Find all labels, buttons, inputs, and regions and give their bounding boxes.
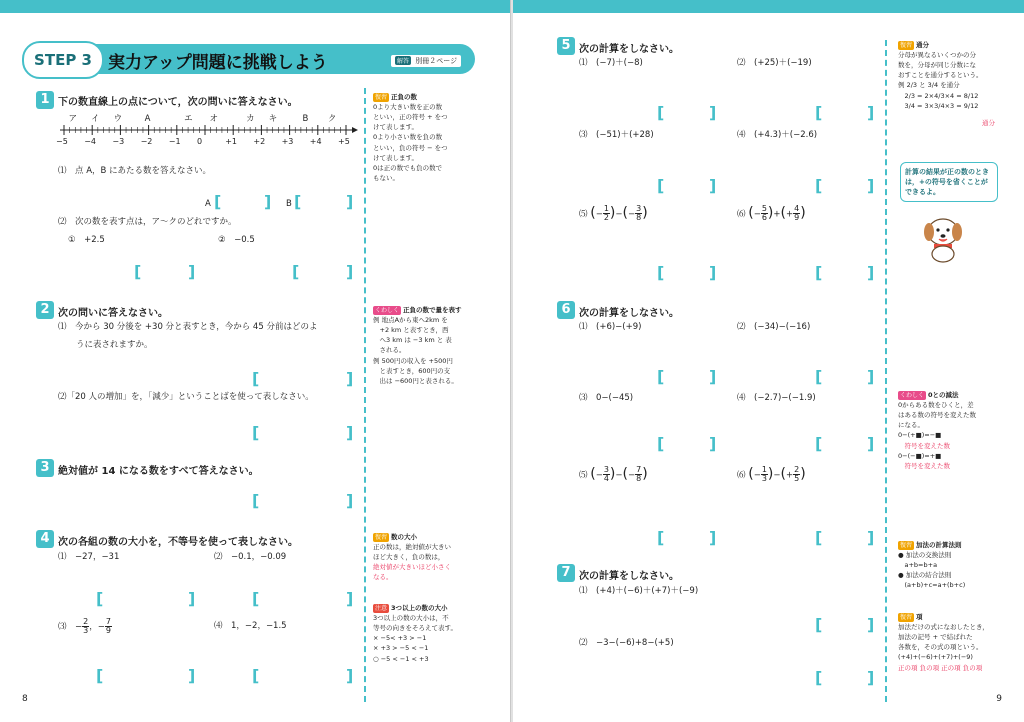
note-line: ほど大きく，負の数は， [373,553,445,562]
q4-part3-prefix: ⑶ − [58,622,83,632]
answer-bracket-close: ] [709,528,717,547]
open-paren: ( [748,466,754,482]
answer-bracket-open[interactable]: [ [292,262,300,281]
open-paren: ( [748,205,754,221]
q1-part2-a: ① +2.5 [68,235,105,245]
tick-label: +3 [281,137,294,146]
open-paren: ( [590,205,596,221]
note-line: 符号を変えた数 [898,461,950,470]
note-line: 3/4 = 3×3/4×3 = 9/12 [898,101,979,110]
answer-bracket-close: ] [346,192,354,211]
note-header [373,532,473,542]
speech-bubble: 計算の結果が正の数のときは，+の符号を省くことができるよ。 [900,162,998,202]
point-label: ウ [113,114,123,124]
fraction [603,466,610,483]
answer-bracket-close: ] [867,263,875,282]
answer-bracket-close: ] [709,176,717,195]
separator: ，− [89,622,105,632]
answer-bracket-close: ] [867,668,875,687]
note-tag: くわしく [375,307,400,314]
note-line: 例 2/3 と 3/4 を通分 [898,81,960,90]
point-label: ク [327,114,337,124]
close-paren: ) [800,466,806,482]
sidebar-note-magnitude [373,532,473,583]
point-label: A [144,114,151,124]
note-line: ● 加法の交換法則 [898,551,952,560]
sidebar-note-addition-laws [898,540,1006,591]
top-bar [0,0,511,13]
note-tag: 復習 [375,534,388,541]
numerator: 1 [603,204,609,214]
q4-part4: ⑷ 1，−2，−1.5 [214,621,287,631]
answer-bracket-open[interactable]: [ [815,615,823,634]
point-label: エ [184,114,193,124]
sign: − [627,470,636,481]
label-b: B [286,199,292,209]
answer-bracket-open[interactable]: [ [815,434,823,453]
fraction [761,205,768,222]
answer-bracket-open[interactable]: [ [252,589,260,608]
denominator: 9 [794,213,800,223]
open-paren: ( [590,466,596,482]
q1-part2-b: ② −0.5 [218,235,255,245]
point-label: ア [68,114,77,124]
note-title: 項 [916,613,923,621]
close-paren: ) [609,205,616,221]
question-number-5: 5 [557,37,575,55]
page-number-right: 9 [996,694,1002,704]
answer-bracket-close: ] [709,103,717,122]
open-paren: ( [622,466,628,482]
fraction [603,205,610,222]
numerator: 2 [794,465,800,475]
note-header [373,92,473,102]
q4-part3 [58,618,112,635]
question-number-6: 6 [557,301,575,319]
answer-bracket-close: ] [346,589,354,608]
answer-bracket-close: ] [867,176,875,195]
note-line: 加法の記号 + で結ばれた [898,633,973,642]
note-header [373,305,473,315]
question-title-4: 次の各組の数の大小を，不等号を使って表しなさい。 [58,537,298,548]
label-a: A [205,199,211,209]
tick-label: +2 [253,137,266,146]
q6-part4: ⑷ (−2.7)−(−1.9) [737,393,816,403]
close-paren: ) [609,466,616,482]
left-page [0,0,511,722]
point-label: オ [209,114,218,124]
close-paren: ) [642,466,648,482]
question-title-7: 次の計算をしなさい。 [579,571,679,582]
denominator: 4 [603,474,609,484]
open-paren: ( [780,466,786,482]
note-line: 0より大きい数を正の数 [373,103,443,112]
denominator: 6 [761,213,767,223]
sidebar-note-quantities [373,305,473,386]
answer-bracket-open[interactable]: [ [252,423,260,442]
q4-part2: ⑵ −0.1，−0.09 [214,552,287,562]
answer-bracket-open[interactable]: [ [96,666,104,685]
note-line: 0−(−■)=+■ [898,451,942,460]
answer-bracket-open[interactable]: [ [657,528,665,547]
answer-bracket-open[interactable]: [ [815,528,823,547]
q6-part5: ⑸ (− $\frac{3}{4}$ )−(− $\frac{7}{8}$ ) [579,465,648,484]
note-title: 0との減法 [928,391,959,399]
answer-bracket-open[interactable]: [ [657,103,665,122]
note-line: (+4)+(−6)+(+7)+(−9) [898,653,973,662]
wrong-example: × +3 > −5 < −1 [373,644,429,653]
part-label: ⑸ [579,470,588,481]
note-line: a+b=b+a [898,561,938,570]
answer-bracket-open[interactable]: [ [815,176,823,195]
q6-part6: ⑹ (− $\frac{1}{3}$ )−(+ $\frac{2}{5}$ ) [737,465,806,484]
point-label: キ [268,114,278,124]
note-line: 等号の向きをそろえて表す。 [373,624,457,633]
denominator: 9 [105,626,111,635]
denominator: 3 [83,626,89,635]
note-line: へ3 km は −3 km と 表 [373,336,452,345]
answer-bracket-close: ] [188,262,196,281]
sidebar-note-zero-subtraction [898,390,1006,471]
note-line: 0からある数をひくと，差 [898,401,974,410]
answer-bracket-open[interactable]: [ [134,262,142,281]
note-line: 符号を変えた数 [898,441,950,450]
note-line: される。 [373,346,406,355]
top-bar [513,0,1024,13]
note-tag: 注意 [375,605,388,612]
note-title: 正負の数 [391,93,418,101]
step-title: 実力アップ問題に挑戦しよう [108,53,328,73]
close-paren: ) [800,205,806,221]
answer-bracket-close: ] [346,423,354,442]
q6-part2: ⑵ (−34)−(−16) [737,322,811,332]
denominator: 2 [603,213,609,223]
close-paren: ) [767,205,774,221]
note-tag: 復習 [900,42,913,49]
note-line: なる。 [373,573,393,582]
sidebar-note-positive-negative [373,92,473,183]
note-title: 3つ以上の数の大小 [391,604,448,612]
numerator: 7 [636,465,642,475]
answer-bracket-close: ] [709,434,717,453]
tick-label: +1 [225,137,237,146]
q6-part3: ⑶ 0−(−45) [579,393,634,403]
correct-example: ○ −5 < −1 < +3 [373,654,429,663]
note-header [898,40,1006,50]
denominator: 8 [636,474,642,484]
sign: + [785,209,794,220]
question-number-3: 3 [36,459,54,477]
q1-part1: ⑴ 点 A，B にあたる数を答えなさい。 [58,166,212,176]
q5-part4: ⑷ (+4.3)＋(−2.6) [737,130,818,140]
open-paren: ( [780,205,786,221]
sign: − [753,209,761,220]
sign: − [627,209,636,220]
answer-bracket-open[interactable]: [ [214,192,222,211]
sidebar-note-common-denominator [898,40,1006,127]
note-tag: 復習 [375,94,388,101]
tick-label: −3 [112,137,125,146]
sidebar-divider [364,88,366,702]
sign: + [785,470,794,481]
answer-bracket-open[interactable]: [ [96,589,104,608]
answer-bracket-open[interactable]: [ [815,367,823,386]
answer-page: 別冊２ページ [415,57,458,65]
note-line: 2/3 = 2×4/3×4 = 8/12 [898,91,979,100]
note-callout: 通分 [982,119,995,127]
note-tag: 復習 [900,542,913,549]
note-line: 数を，分母が同じ分数にな [898,61,976,70]
answer-bracket-close: ] [867,103,875,122]
note-line: 例 地点Aから東へ2km を [373,316,448,325]
note-tag: くわしく [900,392,925,399]
sign: − [753,470,761,481]
answer-bracket-close: ] [346,666,354,685]
tick-label: 0 [197,137,203,146]
question-title-6: 次の計算をしなさい。 [579,308,679,319]
note-line: 各数を，その式の項という。 [898,643,983,652]
question-title-1: 下の数直線上の点について，次の問いに答えなさい。 [58,97,298,108]
q7-part1: ⑴ (+4)＋(−6)＋(+7)＋(−9) [579,586,699,596]
right-page [513,0,1024,722]
part-label: ⑸ [579,209,588,220]
answer-bracket-open[interactable]: [ [252,369,260,388]
note-line: といい，負の符号 − をつ [373,143,448,152]
tick-label: −1 [168,137,181,146]
note-line: 正の項 負の項 正の項 負の項 [898,663,983,672]
numerator: 1 [761,465,767,475]
note-title: 通分 [916,41,930,49]
note-line: はある数の符号を変えた数 [898,411,976,420]
note-header [898,540,1006,550]
q6-part1: ⑴ (+6)−(+9) [579,322,642,332]
page-number-left: 8 [22,694,28,704]
open-paren: ( [622,205,628,221]
numerator: 5 [761,204,767,214]
note-line: といい，正の符号 + をつ [373,113,448,122]
q5-part6: ⑹ (− $\frac{5}{6}$ )+(+ $\frac{4}{9}$ ) [737,204,806,223]
answer-bracket-close: ] [867,434,875,453]
note-line: になる。 [898,421,924,430]
question-number-2: 2 [36,301,54,319]
note-line: 0より小さい数を負の数 [373,133,443,142]
denominator: 5 [794,474,800,484]
note-line: けて表します。 [373,123,418,132]
answer-bracket-open[interactable]: [ [252,666,260,685]
note-line: おすことを通分するという。 [898,71,983,80]
answer-bracket-close: ] [867,615,875,634]
tick-label: +4 [309,137,322,146]
note-line: 3つ以上の数の大小は，不 [373,614,449,623]
answer-bracket-open[interactable]: [ [657,434,665,453]
answer-bracket-close: ] [346,491,354,510]
answer-bracket-close: ] [867,367,875,386]
question-number-7: 7 [557,564,575,582]
note-line: 0は正の数でも負の数で [373,163,443,172]
mascot-dog-icon [918,210,968,265]
answer-bracket-close: ] [709,367,717,386]
note-header [898,612,1008,622]
q2-part1-line2: うに表されますか。 [76,340,153,350]
sidebar-note-three-numbers [373,603,473,664]
sidebar-note-terms [898,612,1008,673]
note-line: +2 km と表すとき，西 [373,326,449,335]
q5-part2: ⑵ (+25)＋(−19) [737,58,812,68]
answer-tag: 解答 [397,58,410,65]
answer-bracket-close: ] [264,192,272,211]
note-tag: 復習 [900,614,913,621]
note-line: 正の数は，絶対値が大きい [373,543,451,552]
sign: − [595,470,603,481]
denominator: 3 [761,474,767,484]
tick-label: −2 [140,137,153,146]
tick-label: −4 [84,137,96,146]
tick-label: −5 [56,137,68,146]
answer-bracket-close: ] [709,263,717,282]
answer-bracket-open[interactable]: [ [815,263,823,282]
answer-bracket-open[interactable]: [ [815,103,823,122]
point-label: イ [91,114,100,124]
numerator: 2 [83,617,89,626]
note-line: 絶対値が大きいほど小さく [373,563,451,572]
question-number-4: 4 [36,530,54,548]
q5-part3: ⑶ (−51)＋(+28) [579,130,654,140]
answer-bracket-open[interactable]: [ [657,176,665,195]
answer-bracket-close: ] [346,262,354,281]
answer-bracket-open[interactable]: [ [294,192,302,211]
numerator: 3 [603,465,609,475]
numerator: 4 [794,204,800,214]
note-line: 0−(+■)=−■ [898,431,942,440]
q1-part2: ⑵ 次の数を表す点は，ア〜クのどれですか。 [58,217,237,227]
q2-part2: ⑵「20 人の増加」を，「減少」ということばを使って表しなさい。 [58,392,314,402]
note-title: 加法の計算法則 [916,541,962,549]
q4-part1: ⑴ −27，−31 [58,552,120,562]
note-header [373,603,473,613]
numerator: 7 [105,617,111,626]
step-badge: STEP 3 [22,41,104,79]
q5-part5: ⑸ (− $\frac{1}{2}$ )−(− $\frac{3}{8}$ ) [579,204,648,223]
note-line: ● 加法の結合法則 [898,571,952,580]
question-title-5: 次の計算をしなさい。 [579,44,679,55]
note-line: 加法だけの式になおしたとき， [898,623,989,632]
denominator: 8 [636,213,642,223]
fraction [105,618,112,635]
answer-bracket-open[interactable]: [ [815,668,823,687]
q2-part1-line1: ⑴ 今から 30 分後を +30 分と表すとき，今から 45 分前はどのよ [58,322,318,332]
sidebar-divider [885,40,887,702]
note-line: 分母が異なるいくつかの分 [898,51,976,60]
answer-bracket-close: ] [346,369,354,388]
note-line: けて表します。 [373,153,418,162]
q5-part1: ⑴ (−7)＋(−8) [579,58,643,68]
close-paren: ) [642,205,648,221]
point-label: カ [246,114,255,124]
note-line: (a+b)+c=a+(b+c) [898,581,966,590]
note-line: もない。 [373,173,399,182]
tick-label: +5 [338,137,350,146]
answer-bracket-close: ] [188,666,196,685]
close-paren: ) [767,466,774,482]
answer-reference [391,55,461,67]
answer-bracket-close: ] [867,528,875,547]
note-header [898,390,1006,400]
numerator: 3 [636,204,642,214]
fraction [761,466,768,483]
question-title-3: 絶対値が 14 になる数をすべて答えなさい。 [58,466,259,477]
note-title: 正負の数で量を表す [403,306,462,314]
q7-part2: ⑵ −3−(−6)+8−(+5) [579,638,674,648]
note-line: 例 500円の収入を +500円 [373,356,453,365]
answer-bracket-open[interactable]: [ [252,491,260,510]
note-line: と表すとき，600円の支 [373,366,451,375]
question-title-2: 次の問いに答えなさい。 [58,308,168,319]
answer-bracket-open[interactable]: [ [657,367,665,386]
note-title: 数の大小 [391,533,418,541]
point-label: B [302,114,309,124]
question-number-1: 1 [36,91,54,109]
part-label: ⑹ [737,470,746,481]
sign: − [595,209,603,220]
answer-bracket-open[interactable]: [ [657,263,665,282]
part-label: ⑹ [737,209,746,220]
answer-bracket-close: ] [188,589,196,608]
note-line: 出は −600円と表される。 [373,376,458,385]
wrong-example: × −5< +3 > −1 [373,634,427,643]
